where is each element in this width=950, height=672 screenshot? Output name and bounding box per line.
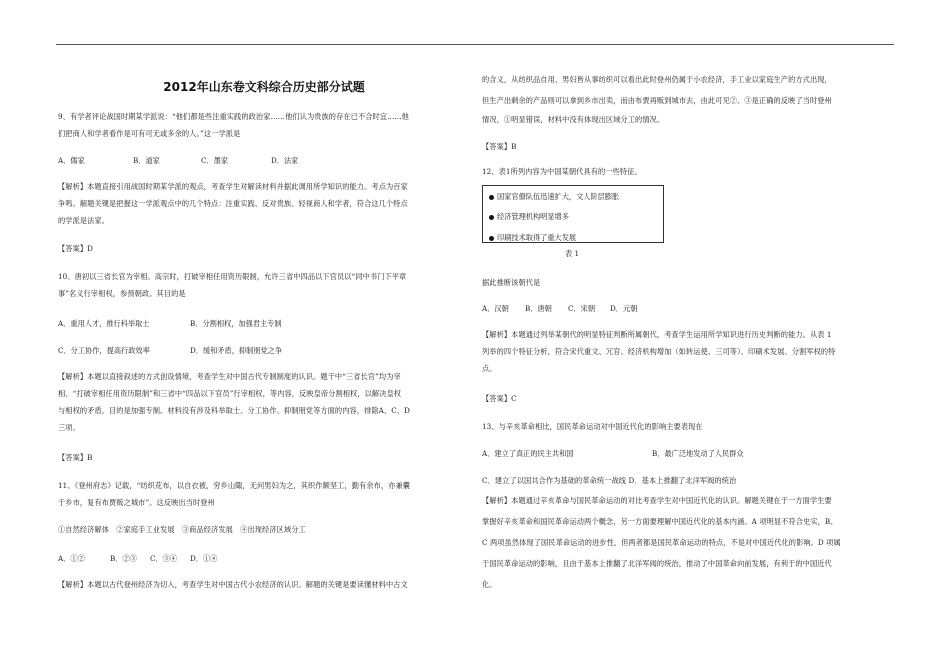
q13-analysis-line3: C 两项虽然体现了国民革命运动的进步性，但两者都是国民革命运动的特点，不是对中国近代化的影响。D 项属 — [482, 538, 841, 547]
q9-stem-line2: 们把商人和学者看作是可有可无或多余的人。”这一学派是 — [58, 129, 241, 138]
q10-analysis-line3: 与相权的矛盾，目的是加强专制。材料没有涉及科举取士、分工协作、抑制朋党等方面的内容，排除A、C、D — [58, 406, 410, 415]
q10-option-a: A．重用人才，推行科举取士 — [58, 319, 150, 328]
q9-analysis-line2: 争鸣。解题关键是把握这一学派观点中的几个特点：注重实践、反对贵族、轻视商人和学者，符合这几个特点 — [58, 199, 408, 208]
q12-question: 据此推断该朝代是 — [482, 278, 541, 287]
q11-option-d: D．①④ — [190, 554, 218, 563]
q10-answer: 【答案】B — [58, 453, 93, 462]
q10-stem-line2: 事”名义行宰相权，参预朝政。其目的是 — [58, 289, 186, 298]
q11-option-c: C．③④ — [150, 554, 178, 563]
q9-stem-line1: 9、有学者评论战国时期某学派说：“他们都是些注重实践的政治家……他们认为贵族的存在已不合时宜……他 — [58, 112, 409, 121]
q11-stem-line1: 11、《登州府志》记载，“纺织花布，以自衣被，穷乡山陬，无问男妇为之，其织作颇坚工，勤有余布，亦兼囊 — [58, 481, 411, 490]
q10-stem-line1: 10、唐初以三省长官为宰相。高宗时，打破宰相任用资历限制，允许三省中四品以下官员以“同中书门下平章 — [58, 272, 407, 281]
q11-stem-line2: 于乡市，复有布贾贩之城市”。这反映出当时登州 — [58, 498, 215, 507]
bullet-icon — [489, 215, 494, 220]
q13-option-b: B．最广泛地发动了人民群众 — [652, 449, 744, 458]
q10-analysis-line2: 相、“打破宰相任用资历限制”和三省中“四品以下官员”行宰相权，等内容，反映皇帝分割相权，以解决皇权 — [58, 389, 402, 398]
q12-analysis-line3: 点。 — [482, 364, 497, 373]
q13-option-a: A．建立了真正的民主共和国 — [482, 449, 574, 458]
q12-analysis-line2: 列举的四个特征分析，符合宋代重文、冗官、经济机构增加（如转运使、三司等）、印刷术发展、分割军权的特 — [482, 347, 836, 356]
q12-option-c: C．宋朝 — [568, 304, 596, 313]
q9-option-d: D．法家 — [271, 156, 299, 165]
q11-option-a: A．①② — [58, 554, 85, 563]
q9-option-c: C．墨家 — [201, 156, 229, 165]
q12-option-d: D．元朝 — [610, 304, 638, 313]
q10-analysis-line1: 【解析】本题以直接叙述的方式创设情境，考查学生对中国古代专制制度的认识。题干中“三省长官”均为宰 — [58, 372, 401, 381]
q11-analysis-cont-line1: 的含义，从纺织品自用、男妇皆从事纺织可以看出此时登州仍属于小农经济，手工业以家庭生产的方式出现， — [482, 75, 832, 84]
q9-answer: 【答案】D — [58, 244, 94, 253]
page-title: 2012年山东卷文科综合历史部分试题 — [163, 80, 365, 94]
q10-analysis-line4: 三项。 — [58, 423, 80, 432]
q11-analysis-cont-line3: 情况，①明显错误，材料中没有体现出区域分工的情况。 — [482, 115, 665, 124]
q12-analysis-line1: 【解析】本题通过列举某朝代的明显特征判断所属朝代，考查学生运用所学知识进行历史判断的能力。从表 1 — [482, 330, 832, 339]
q13-analysis-line2: 掌握好辛亥革命和国民革命运动两个概念，另一方面要理解中国近代化的基本内涵。A 项明显不符合史实，B、 — [482, 517, 838, 526]
q11-items: ①自然经济解体 ②家庭手工业发展 ③商品经济发展 ④出现经济区域分工 — [58, 525, 306, 534]
q11-analysis-line1: 【解析】本题以古代登州经济为切入，考查学生对中国古代小农经济的认识。解题的关键是要读懂材料中古文 — [58, 580, 408, 589]
q13-stem: 13、与辛亥革命相比，国民革命运动对中国近代化的影响主要表现在 — [482, 422, 703, 431]
q9-analysis-line1: 【解析】本题直接引用战国时期某学派的观点，考查学生对解读材料并据此调用所学知识的能力。考点为百家 — [58, 182, 408, 191]
q12-table-row-3: 印刷技术取得了重大发展 — [489, 233, 576, 243]
q11-analysis-cont-line2: 但生产出剩余的产品则可以拿到乡市出卖，而由布贾再贩到城市去，由此可见②、③是正确的反映了当时登州 — [482, 96, 832, 105]
q12-option-b: B．唐朝 — [525, 304, 552, 313]
q9-option-a: A．儒家 — [58, 156, 85, 165]
q13-options-row2: C．建立了以国共合作为基础的革命统一战线 D．基本上推翻了北洋军阀的统治 — [482, 476, 737, 485]
bullet-icon — [489, 236, 494, 241]
q10-option-c: C．分工协作，提高行政效率 — [58, 346, 150, 355]
q12-answer: 【答案】C — [482, 394, 517, 403]
q12-table-row-2: 经济管理机构明显增多 — [489, 212, 569, 222]
q11-option-b: B．②③ — [110, 554, 137, 563]
q12-option-a: A．汉朝 — [482, 304, 509, 313]
q13-analysis-line5: 化。 — [482, 580, 497, 589]
q12-stem: 12、表1所列内容为中国某朝代具有的一些特征。 — [482, 167, 642, 176]
q9-analysis-line3: 的学派是法家。 — [58, 216, 110, 225]
q11-answer: 【答案】B — [482, 142, 517, 151]
q13-analysis-line4: 于国民革命运动的影响，且由于基本上推翻了北洋军阀的统治，推动了中国革命向前发展，有利于的中国近代 — [482, 559, 832, 568]
bullet-icon — [489, 195, 494, 200]
q12-table — [482, 185, 664, 243]
q12-table-caption: 表 1 — [564, 249, 580, 258]
q12-table-row-1: 国家官僚队伍迅速扩大，文人阶层膨胀 — [489, 192, 619, 202]
q13-analysis-line1: 【解析】本题通过辛亥革命与国民革命运动的对比考查学生对中国近代化的认识。解题关键在于一方面学生要 — [482, 496, 832, 505]
q10-option-d: D．缓和矛盾，抑制朋党之争 — [190, 346, 283, 355]
top-rule — [56, 44, 894, 45]
q10-option-b: B．分割相权，加强君主专制 — [190, 319, 282, 328]
q9-option-b: B．道家 — [133, 156, 160, 165]
